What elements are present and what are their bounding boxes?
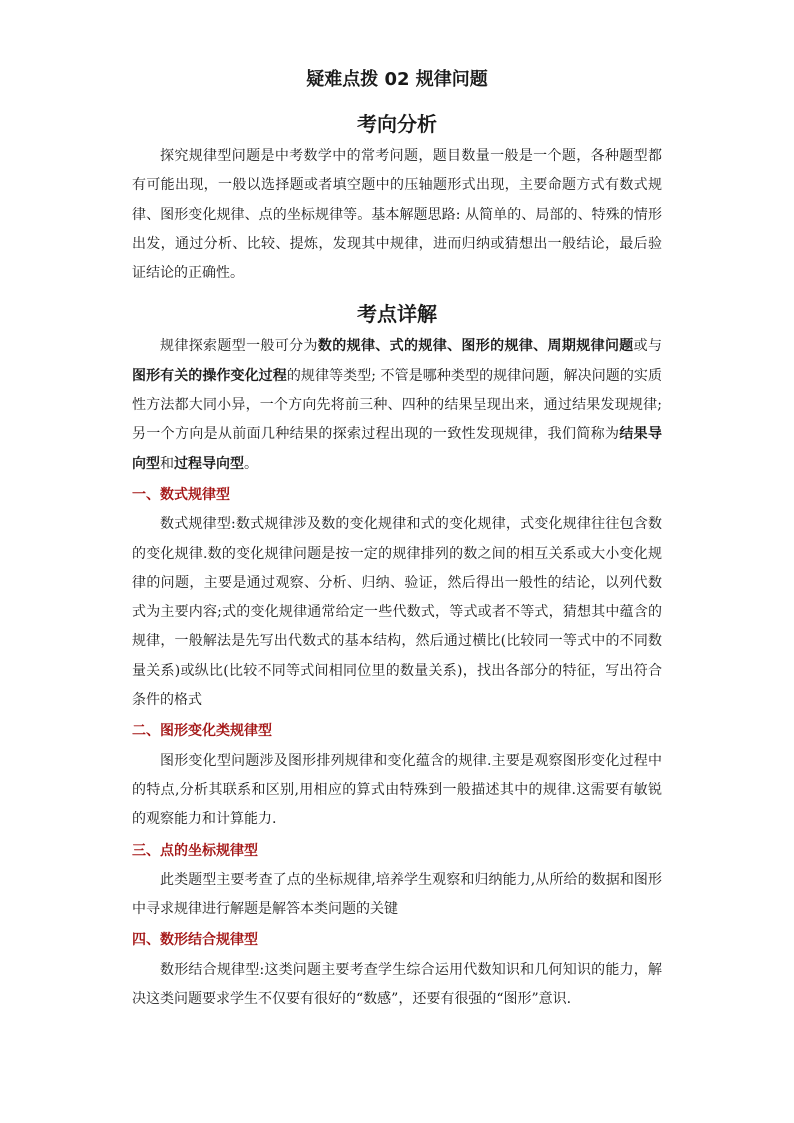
document-page: [132, 62, 662, 1014]
intro-text-3: 的规律等类型; 不管是哪种类型的规律问题，解决问题的实质性方法都大同小异，一个方向先将前三种、四种的结果呈现出来，通过结果发现规律; 另一个方向是从前面几种结果的探索过程出现的一致性发现规律，我们简称为: [132, 367, 662, 443]
detail-heading: 考点详解: [357, 302, 437, 327]
section-3-heading: 三、点的坐标规律型: [132, 842, 258, 859]
intro-bold-1: 数的规律、式的规律、图形的规律、周期规律问题: [317, 338, 634, 355]
analysis-paragraph: 探究规律型问题是中考数学中的常考问题，题目数量一般是一个题，各种题型都有可能出现，一般以选择题或者填空题中的压轴题形式出现，主要命题方式有数式规律、图形变化规律、点的坐标规律等。基本解题思路: 从简单的、局部的、特殊的情形出发，通过分析、比较、提炼，发现其中规律，进而归纳或猜想出一般结论，最后验证结论的正确性。: [132, 148, 662, 282]
section-2-heading: 二、图形变化类规律型: [132, 723, 272, 740]
intro-bold-2: 图形有关的操作变化过程: [132, 367, 287, 384]
document-title: 疑难点拨 02 规律问题: [306, 69, 488, 90]
intro-text-1: 规律探索题型一般可分为: [160, 338, 318, 355]
section-2-paragraph: 图形变化型问题涉及图形排列规律和变化蕴含的规律.主要是观察图形变化过程中的特点,分析其联系和区别,用相应的算式由特殊到一般描述其中的规律.这需要有敏锐的观察能力和计算能力.: [132, 752, 662, 828]
intro-text-4: 和: [160, 455, 174, 472]
section-4-heading: 四、数形结合规律型: [132, 932, 258, 949]
intro-bold-3: 结果导向型: [132, 426, 663, 472]
section-4-paragraph: 数形结合规律型:这类问题主要考查学生综合运用代数知识和几何知识的能力，解决这类问题要求学生不仅要有很好的“数感”，还要有很强的“图形”意识.: [132, 961, 662, 1008]
section-1-paragraph: 数式规律型:数式规律涉及数的变化规律和式的变化规律，式变化规律往往包含数的变化规律.数的变化规律问题是按一定的规律排列的数之间的相互关系或大小变化规律的问题，主要是通过观察、分析、归纳、验证，然后得出一般性的结论，以列代数式为主要内容;式的变化规律通常给定一些代数式，等式或者不等式，猜想其中蕴含的规律，一般解法是先写出代数式的基本结构，然后通过横比(比较同一等式中的不同数量关系)或纵比(比较不同等式间相同位里的数量关系)，找出各部分的特征，写出符合条件的格式: [132, 516, 662, 709]
intro-bold-4: 过程导向型: [174, 455, 244, 472]
intro-text-5: 。: [244, 455, 258, 472]
intro-text-2: 或与: [633, 338, 663, 355]
analysis-heading: 考向分析: [357, 112, 437, 136]
section-3-paragraph: 此类题型主要考查了点的坐标规律,培养学生观察和归纳能力,从所给的数据和图形中寻求规律进行解题是解答本类问题的关键: [132, 871, 662, 918]
detail-intro-paragraph: [132, 332, 662, 478]
section-1-heading: 一、数式规律型: [132, 486, 230, 503]
